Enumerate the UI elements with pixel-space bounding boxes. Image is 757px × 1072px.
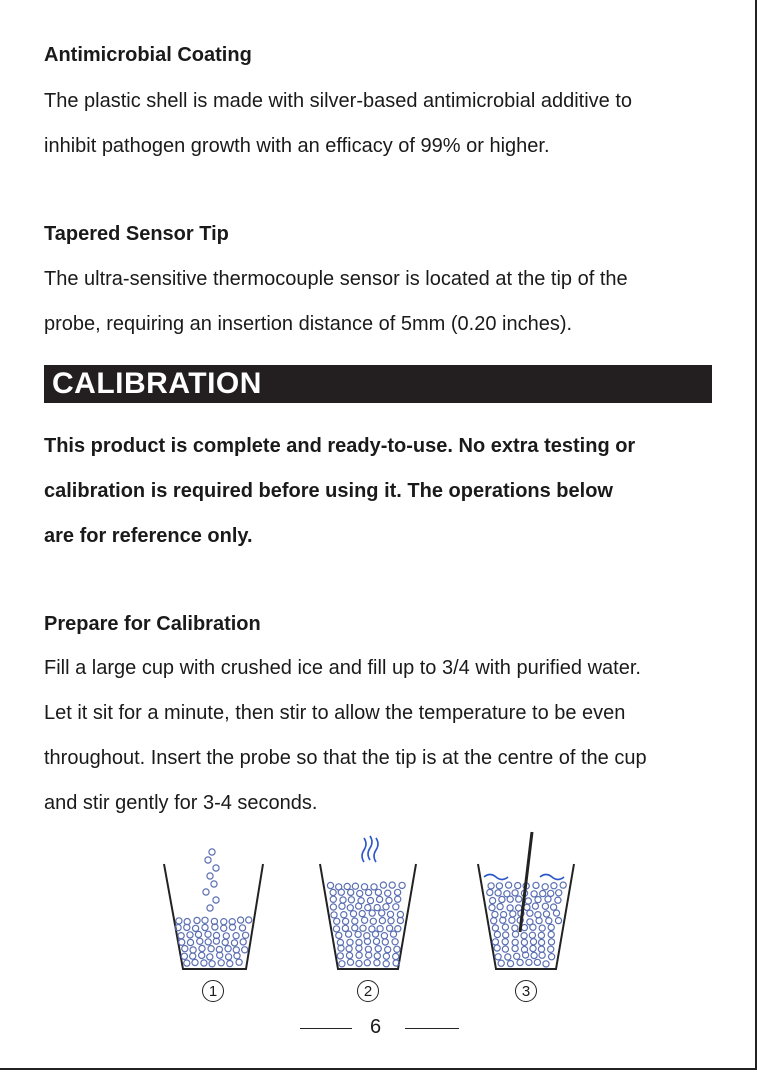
ice-bubble (347, 905, 353, 911)
ice-bubble (213, 865, 219, 871)
ice-bubble (176, 918, 182, 924)
ice-bubble (510, 911, 516, 917)
ice-bubble (356, 960, 362, 966)
ice-bubble (350, 911, 356, 917)
ice-bubble (521, 939, 527, 945)
ice-bubble (366, 889, 372, 895)
ice-bubble (207, 905, 213, 911)
ice-bubble (218, 960, 224, 966)
ice-bubble (187, 932, 193, 938)
calibration-steps-illustration (150, 822, 580, 1007)
antimicrobial-line-1: The plastic shell is made with silver-based antimicrobial additive to (44, 90, 633, 112)
ice-bubble (209, 961, 215, 967)
ice-bubble (369, 910, 375, 916)
prepare-line-4: and stir gently for 3-4 seconds. (44, 792, 318, 814)
ice-bubble (535, 912, 541, 918)
ice-bubble (370, 918, 376, 924)
cup-3 (478, 832, 574, 969)
ice-bubble (362, 917, 368, 923)
ice-bubble (207, 954, 213, 960)
ice-bubble (243, 932, 249, 938)
ice-bubble (347, 939, 353, 945)
ice-bubble (531, 891, 537, 897)
ice-bubble (364, 960, 370, 966)
ice-bubble (386, 897, 392, 903)
ice-bubble (539, 925, 545, 931)
ice-bubble (527, 919, 533, 925)
ice-bubble (397, 911, 403, 917)
ice-bubble (555, 918, 561, 924)
ice-bubble (209, 849, 215, 855)
ice-bubble (343, 918, 349, 924)
ice-bubble (365, 905, 371, 911)
ice-bubble (236, 959, 242, 965)
antimicrobial-line-2: inhibit pathogen growth with an efficacy of 99% or higher. (44, 135, 550, 157)
ice-bubble (340, 897, 346, 903)
ice-bubble (538, 946, 544, 952)
ice-bubble (492, 925, 498, 931)
ice-bubble (542, 903, 548, 909)
ice-bubble (327, 882, 333, 888)
ice-bubble (348, 889, 354, 895)
ice-bubble (539, 939, 545, 945)
ice-bubble (352, 925, 358, 931)
ice-bubble (233, 933, 239, 939)
ice-bubble (352, 883, 358, 889)
ice-bubble (395, 896, 401, 902)
ice-bubble (382, 939, 388, 945)
ice-bubble (499, 896, 505, 902)
ice-bubble (504, 891, 510, 897)
ice-bubble (560, 882, 566, 888)
ice-bubble (514, 953, 520, 959)
ice-bubble (525, 898, 531, 904)
ice-bubble (348, 897, 354, 903)
ice-bubble (502, 946, 508, 952)
ice-bubble (379, 910, 385, 916)
section-title-tapered: Tapered Sensor Tip (44, 223, 229, 245)
ice-bubble (201, 960, 207, 966)
calibration-intro-line-3: are for reference only. (44, 525, 253, 547)
ice-bubble (197, 938, 203, 944)
ice-bubble (184, 960, 190, 966)
footer-rule-right (405, 1028, 459, 1029)
ice-bubble (375, 946, 381, 952)
ice-bubble (533, 882, 539, 888)
page-border-bottom (0, 1068, 757, 1070)
ice-bubble (179, 939, 185, 945)
ice-bubble (202, 917, 208, 923)
cup-1 (164, 849, 263, 969)
ice-bubble (389, 882, 395, 888)
ice-bubble (330, 896, 336, 902)
ice-bubble (531, 952, 537, 958)
ice-bubble (358, 898, 364, 904)
section-title-antimicrobial: Antimicrobial Coating (44, 44, 252, 66)
ice-bubble (492, 911, 498, 917)
ice-bubble (383, 904, 389, 910)
ice-bubble (512, 931, 518, 937)
ice-bubble (548, 946, 554, 952)
water-surface-icon (484, 875, 508, 880)
ice-bubble (344, 883, 350, 889)
ice-bubble (535, 897, 541, 903)
ice-bubble (526, 959, 532, 965)
ice-bubble (225, 946, 231, 952)
ice-bubble (240, 939, 246, 945)
ice-bubble (489, 905, 495, 911)
ice-bubble (390, 931, 396, 937)
ice-bubble (342, 925, 348, 931)
ice-bubble (346, 952, 352, 958)
ice-bubble (337, 953, 343, 959)
step-3-marker: 3 (515, 980, 537, 1002)
ice-bubble (333, 926, 339, 932)
calibration-banner-label: CALIBRATION (52, 367, 262, 400)
ice-bubble (357, 890, 363, 896)
ice-bubble (555, 897, 561, 903)
ice-bubble (556, 890, 562, 896)
ice-bubble (226, 954, 232, 960)
ice-bubble (242, 947, 248, 953)
ice-bubble (543, 961, 549, 967)
ice-bubble (346, 946, 352, 952)
ice-bubble (371, 884, 377, 890)
ice-bubble (540, 891, 546, 897)
ice-bubble (387, 911, 393, 917)
ice-bubble (374, 905, 380, 911)
tapered-line-2: probe, requiring an insertion distance of 5mm (0.20 inches). (44, 313, 573, 335)
ice-bubble (548, 890, 554, 896)
ice-bubble (548, 939, 554, 945)
ice-bubble (551, 883, 557, 889)
ice-bubble (231, 940, 237, 946)
step-1-marker: 1 (202, 980, 224, 1002)
ice-bubble (336, 932, 342, 938)
ice-bubble (181, 953, 187, 959)
ice-bubble (377, 926, 383, 932)
ice-bubble (223, 933, 229, 939)
ice-bubble (208, 946, 214, 952)
ice-bubble (187, 939, 193, 945)
ice-bubble (379, 918, 385, 924)
ice-bubble (521, 933, 527, 939)
ice-bubble (195, 931, 201, 937)
ice-bubble (543, 911, 549, 917)
cup-3-ice (487, 882, 567, 967)
ice-bubble (380, 882, 386, 888)
ice-bubble (374, 960, 380, 966)
cup-2-ice (327, 882, 405, 967)
cup-1-ice (175, 849, 252, 967)
ice-bubble (331, 912, 337, 918)
ice-bubble (393, 953, 399, 959)
ice-bubble (395, 889, 401, 895)
ice-bubble (330, 889, 336, 895)
cup-2 (320, 836, 416, 969)
ice-bubble (222, 939, 228, 945)
footer-rule-left (300, 1028, 352, 1029)
ice-bubble (516, 896, 522, 902)
ice-bubble (227, 961, 233, 967)
ice-bubble (234, 953, 240, 959)
ice-bubble (494, 931, 500, 937)
ice-bubble (549, 954, 555, 960)
ice-bubble (534, 959, 540, 965)
ice-bubble (512, 890, 518, 896)
ice-bubble (385, 890, 391, 896)
ice-bubble (352, 918, 358, 924)
ice-bubble (347, 959, 353, 965)
ice-bubble (178, 933, 184, 939)
ice-bubble (497, 904, 503, 910)
ice-bubble (506, 882, 512, 888)
ice-bubble (339, 961, 345, 967)
steam-icon (362, 838, 366, 862)
ice-bubble (495, 954, 501, 960)
ice-bubble (539, 952, 545, 958)
ice-bubble (385, 947, 391, 953)
ice-bubble (356, 952, 362, 958)
prepare-line-2: Let it sit for a minute, then stir to allow the temperature to be even (44, 702, 626, 724)
prepare-line-1: Fill a large cup with crushed ice and fill up to 3/4 with purified water. (44, 657, 641, 679)
ice-bubble (339, 903, 345, 909)
ice-bubble (369, 926, 375, 932)
ice-bubble (524, 904, 530, 910)
ice-bubble (373, 938, 379, 944)
ice-bubble (388, 918, 394, 924)
ice-bubble (361, 884, 367, 890)
ice-bubble (383, 953, 389, 959)
ice-bubble (205, 857, 211, 863)
ice-bubble (490, 898, 496, 904)
ice-bubble (542, 884, 548, 890)
ice-bubble (509, 917, 515, 923)
ice-bubble (491, 918, 497, 924)
ice-bubble (530, 945, 536, 951)
ice-bubble (503, 932, 509, 938)
ice-bubble (359, 911, 365, 917)
ice-bubble (530, 939, 536, 945)
ice-bubble (492, 939, 498, 945)
ice-bubble (551, 904, 557, 910)
ice-bubble (377, 896, 383, 902)
ice-bubble (202, 924, 208, 930)
ice-bubble (512, 945, 518, 951)
ice-bubble (515, 883, 521, 889)
ice-bubble (355, 931, 361, 937)
ice-bubble (512, 939, 518, 945)
ice-bubble (194, 917, 200, 923)
ice-bubble (394, 946, 400, 952)
ice-bubble (374, 953, 380, 959)
ice-bubble (199, 952, 205, 958)
ice-bubble (548, 931, 554, 937)
ice-bubble (239, 925, 245, 931)
ice-bubble (190, 953, 196, 959)
ice-bubble (238, 917, 244, 923)
ice-bubble (221, 925, 227, 931)
ice-bubble (381, 933, 387, 939)
tapered-line-1: The ultra-sensitive thermocouple sensor is located at the tip of the (44, 268, 628, 290)
ice-bubble (512, 925, 518, 931)
ice-bubble (397, 917, 403, 923)
ice-bubble (193, 925, 199, 931)
ice-bubble (387, 925, 393, 931)
ice-bubble (221, 919, 227, 925)
calibration-intro-line-1: This product is complete and ready-to-use. No extra testing or (44, 435, 636, 457)
ice-bubble (498, 960, 504, 966)
calibration-intro-line-2: calibration is required before using it. The operations below (44, 480, 613, 502)
calibration-banner (44, 365, 712, 403)
ice-bubble (516, 905, 522, 911)
ice-bubble (507, 905, 513, 911)
ice-bubble (341, 912, 347, 918)
ice-bubble (199, 945, 205, 951)
ice-bubble (529, 932, 535, 938)
ice-bubble (203, 889, 209, 895)
ice-bubble (399, 882, 405, 888)
ice-bubble (393, 904, 399, 910)
step-2-marker: 2 (357, 980, 379, 1002)
ice-bubble (548, 924, 554, 930)
ice-bubble (488, 883, 494, 889)
ice-bubble (233, 947, 239, 953)
ice-bubble (538, 932, 544, 938)
page-number: 6 (370, 1016, 382, 1038)
ice-bubble (330, 904, 336, 910)
ice-bubble (192, 959, 198, 965)
ice-bubble (495, 890, 501, 896)
ice-bubble (502, 939, 508, 945)
ice-bubble (375, 889, 381, 895)
ice-bubble (392, 939, 398, 945)
ice-bubble (494, 945, 500, 951)
ice-bubble (336, 884, 342, 890)
ice-bubble (360, 925, 366, 931)
ice-bubble (205, 931, 211, 937)
ice-bubble (205, 939, 211, 945)
ice-bubble (182, 946, 188, 952)
cups-drawing (150, 822, 580, 982)
prepare-line-3: throughout. Insert the probe so that the tip is at the centre of the cup (44, 747, 647, 769)
ice-bubble (553, 910, 559, 916)
ice-bubble (536, 918, 542, 924)
section-title-prepare: Prepare for Calibration (44, 613, 261, 635)
ice-bubble (246, 917, 252, 923)
ice-bubble (517, 959, 523, 965)
ice-bubble (190, 947, 196, 953)
ice-bubble (496, 883, 502, 889)
ice-bubble (487, 889, 493, 895)
ice-bubble (527, 910, 533, 916)
ice-bubble (395, 926, 401, 932)
probe-icon (520, 832, 532, 932)
ice-bubble (207, 873, 213, 879)
ice-bubble (211, 881, 217, 887)
ice-bubble (507, 961, 513, 967)
ice-bubble (546, 918, 552, 924)
ice-bubble (505, 954, 511, 960)
ice-bubble (502, 924, 508, 930)
ice-bubble (383, 961, 389, 967)
ice-bubble (334, 918, 340, 924)
ice-bubble (213, 897, 219, 903)
ice-bubble (532, 903, 538, 909)
ice-bubble (367, 898, 373, 904)
